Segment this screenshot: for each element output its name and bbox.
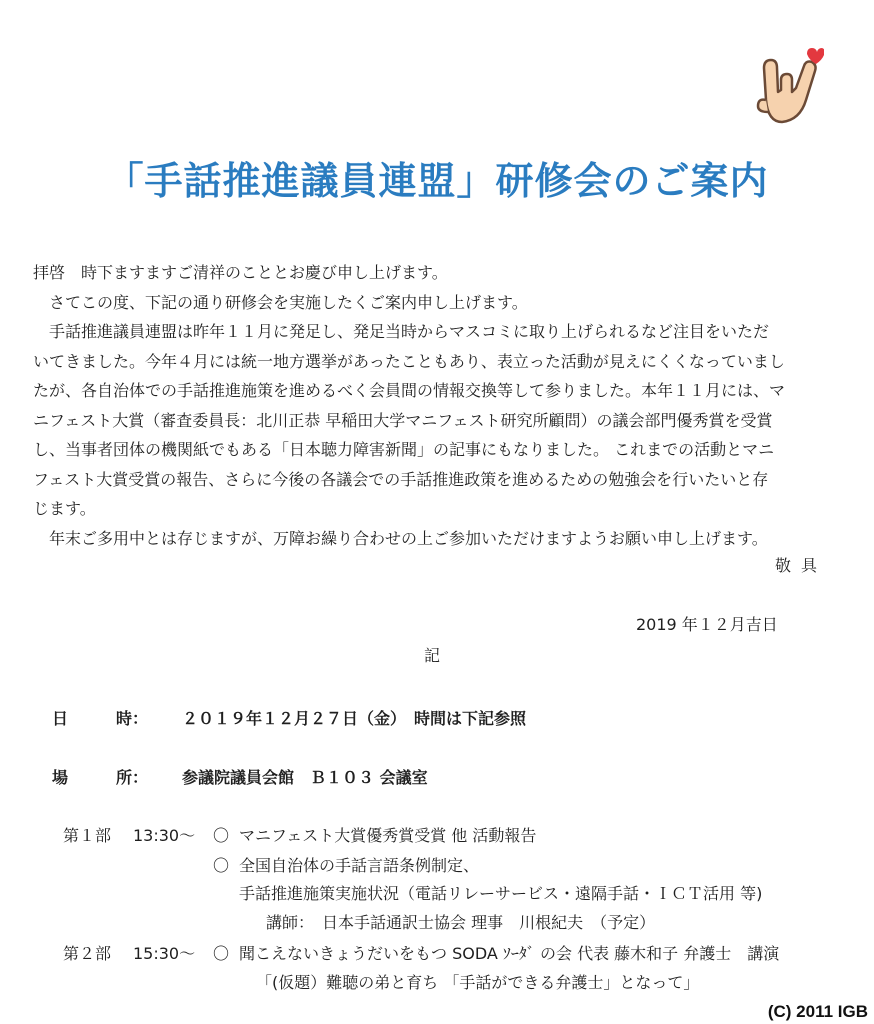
greeting-body [33, 258, 833, 553]
bullet-circle: 〇 [213, 856, 230, 875]
session-2-subtitle: 「(仮題）難聴の弟と育ち 「手話ができる弁護士」となって」 [256, 973, 700, 992]
body-line: 年末ご多用中とは存じますが、万障お繰り合わせの上ご参加いただけますようお願い申し上げます。 [33, 528, 768, 548]
venue-row [52, 765, 428, 788]
sign-language-love-hand-icon [744, 48, 824, 130]
session-1-row [63, 823, 536, 846]
venue-value: 参議院議員会館 Ｂ１０３ 会議室 [182, 768, 428, 787]
body-line: 拝啓 時下ますますご清祥のこととお慶び申し上げます。 [33, 263, 448, 282]
session-2-time: 15:30～ [133, 944, 196, 963]
body-line: いてきました。今年４月には統一地方選挙があったこともあり、表立った活動が見えにくくなっていまし [33, 351, 785, 371]
session-1-item-1: マニフェスト大賞優秀賞受賞 他 活動報告 [239, 826, 537, 845]
copyright-notice: (C) 2011 IGB [767, 1002, 868, 1021]
date-time-value: ２０１９年１２月２７日（金） 時間は下記参照 [182, 709, 527, 728]
session-2-label: 第２部 [63, 944, 112, 963]
session-1-item-2-row [213, 853, 479, 876]
notes-heading: 記 [424, 646, 441, 665]
session-1-item-2-detail: 手話推進施策実施状況（電話リレーサービス・遠隔手話・ＩＣＴ活用 等) [239, 884, 763, 903]
page-title: 「手話推進議員連盟」研修会のご案内 [105, 159, 769, 203]
venue-label: 場 所： [52, 768, 149, 787]
session-2-item: 聞こえないきょうだいをもつ SODA ｿｰﾀﾞ の会 代表 藤木和子 弁護士 講演 [239, 944, 780, 963]
body-line: さてこの度、下記の通り研修会を実施したくご案内申し上げます。 [33, 292, 528, 312]
body-line: じます。 [33, 499, 96, 518]
date-time-label: 日 時： [52, 709, 149, 728]
body-line: ニフェスト大賞（審査委員長：北川正恭 早稲田大学マニフェスト研究所顧問）の議会部門優秀賞を受賞 [33, 410, 773, 430]
session-2-row [63, 941, 779, 964]
session-1-time: 13:30～ [133, 826, 196, 845]
body-line: 手話推進議員連盟は昨年１１月に発足し、発足当時からマスコミに取り上げられるなど注目をいただ [33, 322, 770, 341]
session-1-item-2: 全国自治体の手話言語条例制定、 [239, 856, 480, 875]
issue-date: 2019 年１２月吉日 [636, 615, 778, 634]
date-time-row [52, 706, 526, 729]
body-line: フェスト大賞受賞の報告、さらに今後の各議会での手話推進政策を進めるための勉強会を行いたいと存 [33, 469, 769, 489]
session-1-label: 第１部 [63, 826, 112, 845]
closing-phrase: 敬具 [775, 556, 828, 575]
bullet-circle: 〇 [213, 826, 230, 845]
bullet-circle: 〇 [213, 944, 230, 963]
body-line: し、当事者団体の機関紙でもある「日本聴力障害新聞」の記事にもなりました。 これまでの活動とマニ [33, 440, 775, 459]
body-line: たが、各自治体での手話推進施策を進めるべく会員間の情報交換等して参りました。本年１１月には、マ [33, 381, 786, 400]
session-1-lecturer: 講師： 日本手話通訳士協会 理事 川根紀夫 （予定） [266, 913, 656, 932]
